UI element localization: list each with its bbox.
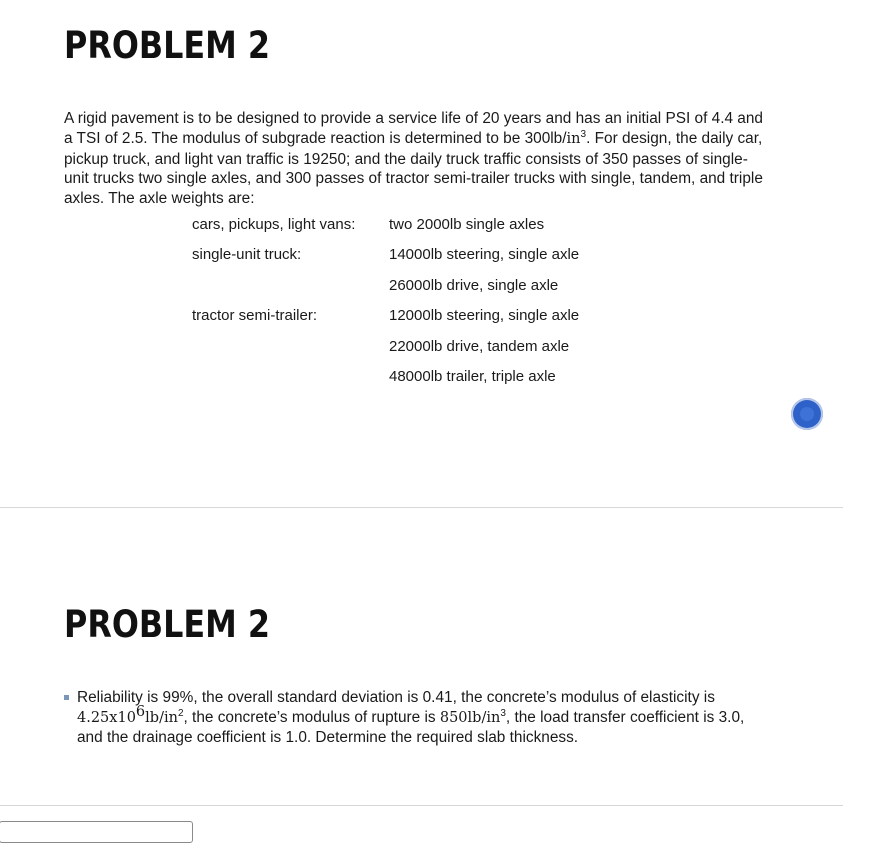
k-unit-exponent: 3 — [580, 128, 587, 140]
bullet-item — [64, 688, 774, 748]
statement-text-2: . For design, the daily car, pickup truck, and light van traffic is 19250; and the daily truck traffic consists of 350 passes of single-unit trucks two single axles, and 300 passes of tractor semi-trailer trucks with single, tandem, and triple axles. The axle weights are: — [64, 129, 763, 208]
statement-text-1: A rigid pavement is to be designed to provide a service life of 20 years and has an initial PSI of 4.4 and a TSI of 2.5. The modulus of subgrade reaction is determined to be 300lb/ — [64, 110, 763, 147]
axle-weight: 22000lb drive, tandem axle — [389, 337, 570, 355]
elasticity-value: 4.25x10 — [77, 709, 136, 726]
vehicle-category: tractor semi-trailer: — [192, 307, 318, 325]
given-text-2: , the concrete’s modulus of rupture is — [183, 708, 440, 726]
vehicle-category: single-unit truck: — [192, 246, 302, 264]
elasticity-exponent: 6 — [135, 703, 146, 720]
slide-2-title: PROBLEM 2 — [64, 603, 271, 646]
given-text-3: , the load transfer coefficient is 3.0, and the drainage coefficient is 1.0. Determine the required slab thickness. — [77, 708, 745, 746]
given-text-1: Reliability is 99%, the overall standard deviation is 0.41, the concrete’s modulus of elasticity is — [77, 689, 715, 706]
bullet-square-icon — [64, 695, 69, 700]
elasticity-unit-exponent: 2 — [177, 707, 184, 719]
axle-weight: 48000lb trailer, triple axle — [389, 367, 556, 385]
problem-statement — [64, 109, 764, 209]
bottom-input-box[interactable] — [0, 821, 193, 843]
k-unit: in — [566, 130, 581, 147]
vehicle-category: cars, pickups, light vans: — [192, 216, 356, 233]
floating-action-button[interactable] — [791, 398, 823, 430]
elasticity-unit: lb/in — [145, 709, 178, 726]
axle-weight: 14000lb steering, single axle — [389, 246, 580, 264]
axle-weight: 12000lb steering, single axle — [389, 307, 580, 325]
axle-weight: two 2000lb single axles — [389, 216, 545, 233]
bullet-text — [77, 688, 774, 748]
slide-2 — [0, 508, 843, 806]
rupture-value: 850lb/in — [439, 709, 501, 726]
slide-1-title: PROBLEM 2 — [64, 24, 271, 67]
rupture-exponent: 3 — [500, 707, 506, 719]
axle-weight: 26000lb drive, single axle — [389, 276, 559, 294]
